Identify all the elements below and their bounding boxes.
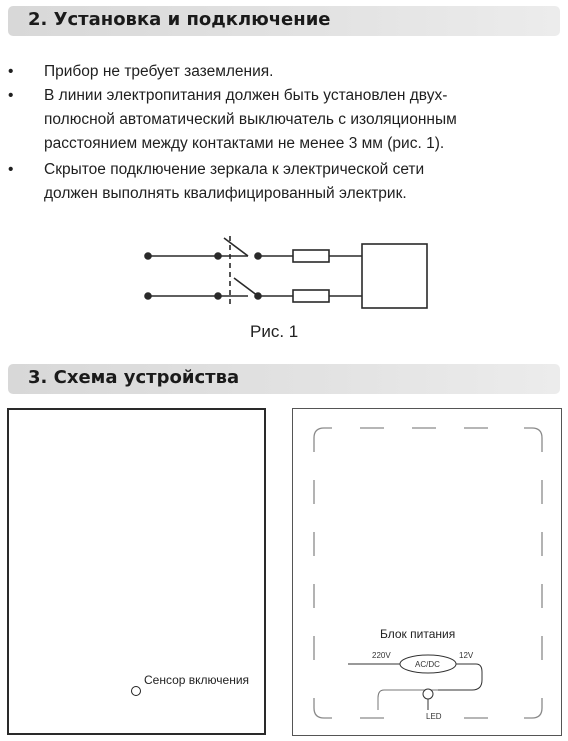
fuse xyxy=(293,290,329,302)
list-item-text: Прибор не требует заземления. xyxy=(44,63,274,80)
sensor-label: Сенсор включения xyxy=(144,673,250,687)
list-item-text: Скрытое подключение зеркала к электрической сети xyxy=(44,161,425,178)
led-strip-outline xyxy=(292,408,562,736)
input-voltage-label: 220V xyxy=(372,651,391,660)
terminal xyxy=(145,253,151,259)
bullet-marker: • xyxy=(8,161,14,178)
switch-blade xyxy=(234,278,258,296)
corner xyxy=(524,428,542,452)
terminal xyxy=(145,293,151,299)
output-voltage-label: 12V xyxy=(459,651,474,660)
section-header-installation xyxy=(8,6,560,36)
load-box xyxy=(362,244,427,308)
breaker-wiring-diagram xyxy=(130,230,440,315)
corner xyxy=(314,698,332,718)
bullet-marker: • xyxy=(8,87,14,104)
section-title: 3. Схема устройства xyxy=(28,367,240,388)
led-wire xyxy=(378,690,384,710)
fuse xyxy=(293,250,329,262)
sensor-circle-icon xyxy=(131,686,141,696)
section-title: 2. Установка и подключение xyxy=(28,9,331,30)
figure-caption: Рис. 1 xyxy=(250,322,299,341)
list-item-text: полюсной автоматический выключатель с изоляционным xyxy=(44,111,457,128)
corner xyxy=(314,428,332,452)
bullet-marker: • xyxy=(8,63,14,80)
list-item-text: расстоянием между контактами не менее 3 мм (рис. 1). xyxy=(44,135,445,152)
list-item-text: В линии электропитания должен быть установлен двух- xyxy=(44,87,448,104)
switch-blade xyxy=(224,238,248,256)
corner xyxy=(524,698,542,718)
section-header-scheme xyxy=(8,364,560,394)
power-unit-label: Блок питания xyxy=(380,627,456,641)
led-icon xyxy=(423,689,433,699)
list-item-text: должен выполнять квалифицированный электрик. xyxy=(44,185,407,202)
converter-label: AC/DC xyxy=(415,660,440,669)
led-label: LED xyxy=(426,712,442,721)
